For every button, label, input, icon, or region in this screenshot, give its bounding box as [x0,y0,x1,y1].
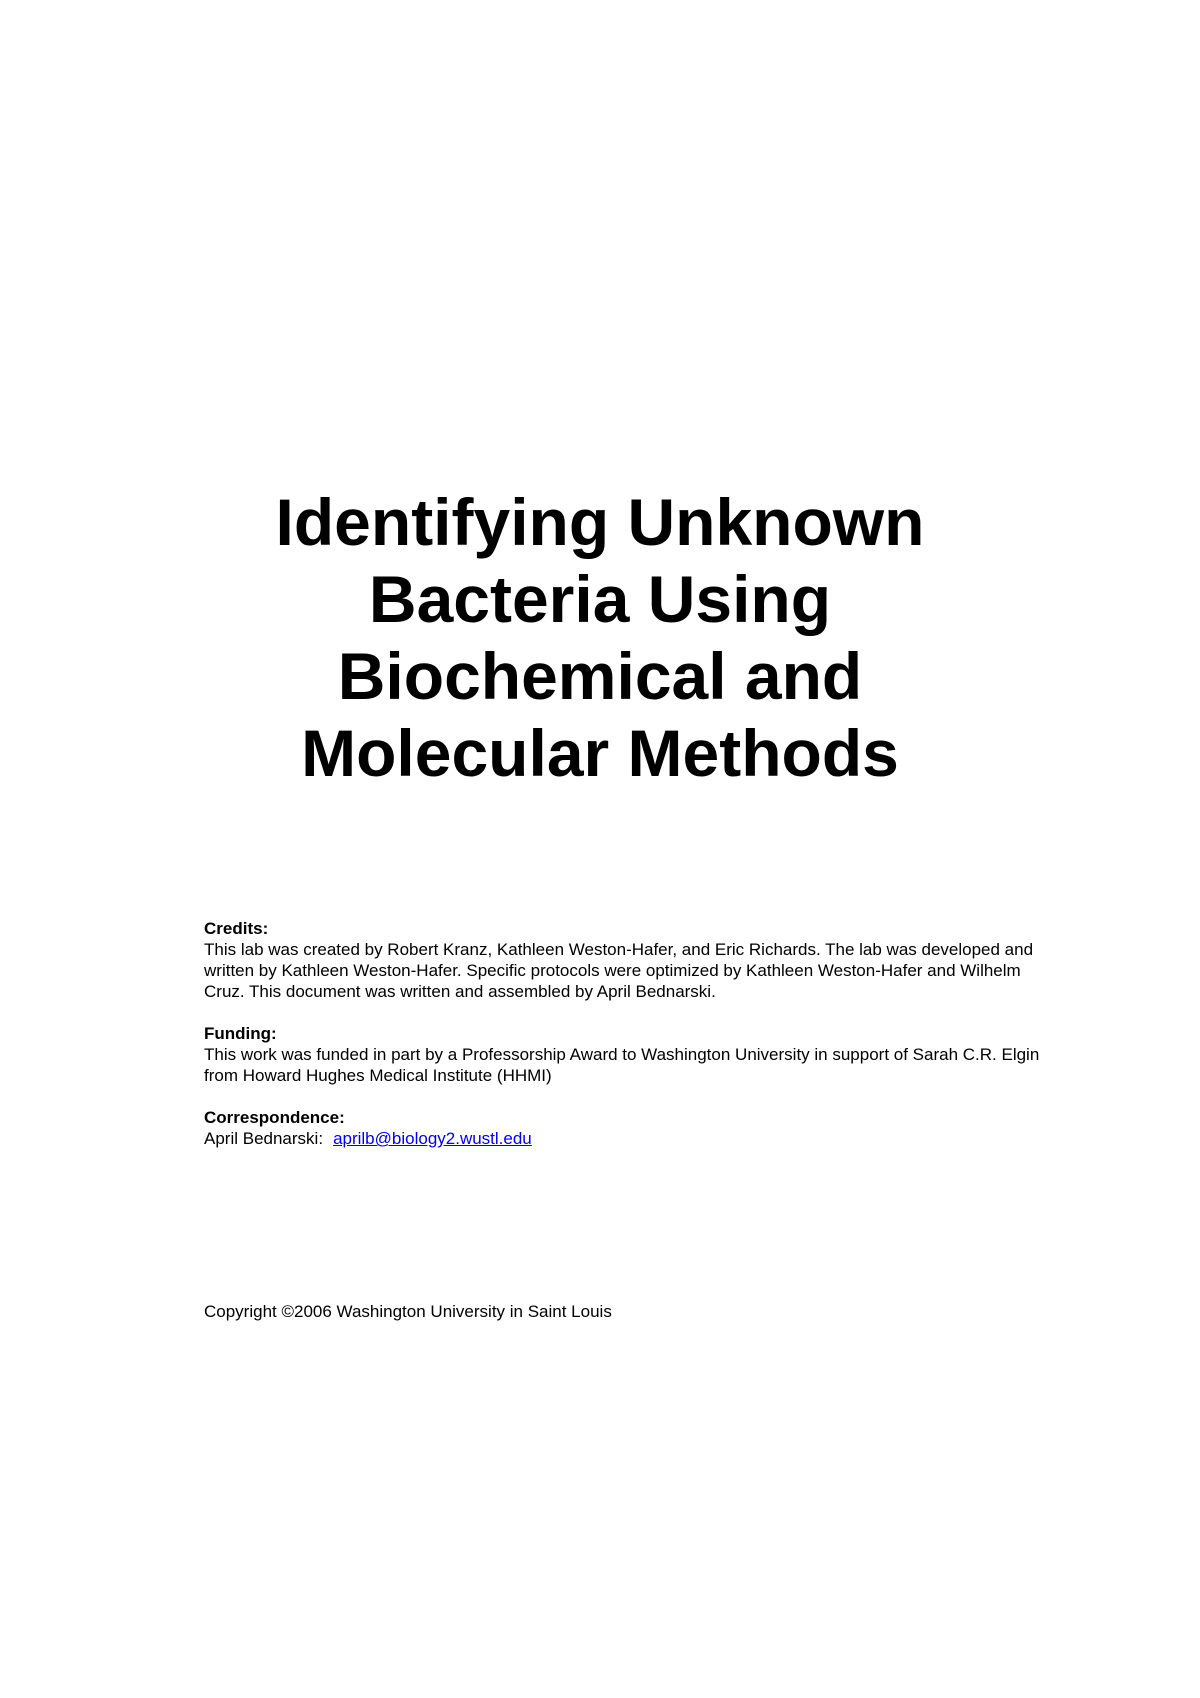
title-line-1: Identifying Unknown [275,485,925,559]
correspondence-line [204,1128,1044,1149]
credits-section [204,918,1044,1002]
credits-text: This lab was created by Robert Kranz, Kathleen Weston-Hafer, and Eric Richards. The lab was developed and written by Kathleen Weston-Hafer. Specific protocols were optimized by Kathleen Weston-Hafer and Wilhelm Cruz. This document was written and assembled by April Bednarski. [204,940,1034,1001]
copyright-notice: Copyright ©2006 Washington University in Saint Louis [204,1302,612,1321]
funding-text: This work was funded in part by a Professorship Award to Washington University in support of Sarah C.R. Elgin from Howard Hughes Medical Institute (HHMI) [204,1045,1040,1085]
correspondence-heading: Correspondence: [204,1108,345,1127]
title-line-3: Biochemical and [337,639,863,713]
funding-section [204,1023,1044,1086]
correspondence-section [204,1107,1044,1149]
funding-heading: Funding: [204,1024,277,1043]
document-info [204,918,1044,1170]
title-line-2: Bacteria Using [368,562,832,636]
email-link[interactable]: aprilb@biology2.wustl.edu [333,1129,532,1148]
correspondence-name: April Bednarski: [204,1129,324,1148]
document-title [150,484,1050,792]
credits-heading: Credits: [204,919,269,938]
title-line-4: Molecular Methods [301,716,899,790]
